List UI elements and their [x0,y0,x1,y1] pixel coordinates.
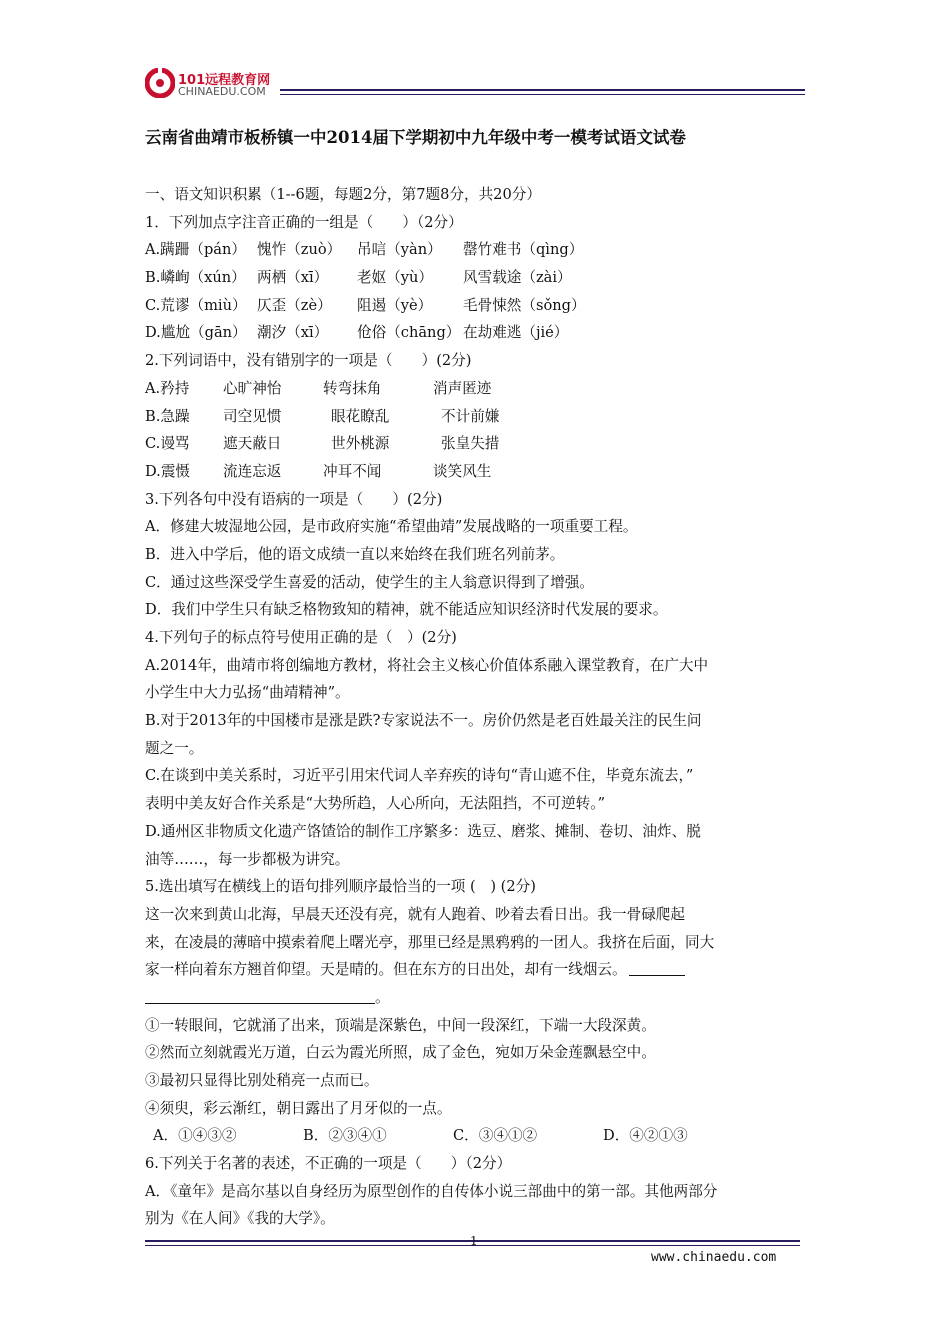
option-item: B．②③④① [303,1127,387,1145]
question-2-stem: 2.下列词语中，没有错别字的一项是（ ）(2分) [145,352,472,370]
exam-title: 云南省曲靖市板桥镇一中2014届下学期初中九年级中考一模考试语文试卷 [145,128,686,147]
answer-blank [145,987,375,1004]
option-item: 愧怍（zuò） [257,241,342,259]
passage-text: 家一样向着东方翘首仰望。天是晴的。但在东方的日出处，却有一线烟云。 [145,961,627,979]
question-2-option-a [145,375,815,403]
section-heading: 一、语文知识积累（1--6题，每题2分，第7题8分，共20分） [145,186,541,203]
option-item: 不计前嫌 [441,407,500,425]
option-item: 谈笑风生 [433,462,492,480]
logo-text-domain: CHINAEDU.COM [178,85,266,98]
question-1-option-a [145,236,815,264]
option-item: 两栖（xī） [257,269,329,287]
option-item: 毛骨悚然（sǒng） [463,296,586,314]
page-header [145,66,805,106]
question-5-passage-line4 [145,984,815,1012]
answer-blank [629,959,685,976]
header-rule-thin [280,94,805,95]
option-item: C.荒谬（miù） [145,296,247,314]
question-5-sentence-1: ①一转眼间，它就涌了出来，顶端是深紫色，中间一段深红，下端一大段深黄。 [145,1016,656,1034]
question-4-option-d-line1: D.通州区非物质文化遗产饹馇饸的制作工序繁多：选豆、磨浆、摊制、卷切、油炸、脱 [145,822,701,840]
question-4-option-c-line1: C.在谈到中美关系时，习近平引用宋代词人辛弃疾的诗句“青山遮不住，毕竟东流去，” [145,767,694,785]
logo-text-chinese: 101远程教育网 [178,73,271,88]
question-3-option-a: A．修建大坡湿地公园，是市政府实施“希望曲靖”发展战略的一项重要工程。 [145,518,638,536]
question-3-stem: 3.下列各句中没有语病的一项是（ ）(2分) [145,490,443,508]
question-4-stem: 4.下列句子的标点符号使用正确的是（ ）(2分) [145,629,457,646]
question-5-stem: 5.选出填写在横线上的语句排列顺序最恰当的一项 ( ) (2分) [145,878,536,896]
option-item: 风雪载途（zài） [463,269,572,287]
question-5-passage-line2: 来，在凌晨的薄暗中摸索着爬上曙光亭，那里已经是黑鸦鸦的一团人。我挤在后面，同大 [145,933,715,951]
option-item: 心旷神怡 [223,379,282,397]
question-5-options [145,1122,815,1150]
question-5-sentence-2: ②然而立刻就霞光万道，白云为霞光所照，成了金色，宛如万朵金莲飘悬空中。 [145,1044,656,1062]
option-item: D.尴尬（gān） [145,324,247,342]
question-2-option-b [145,403,815,431]
option-item: C.谩骂 [145,435,190,453]
question-6-stem: 6.下列关于名著的表述，不正确的一项是（ ）（2分） [145,1155,512,1173]
header-rule-thick [280,89,805,91]
option-item: A.蹒跚（pán） [145,241,246,259]
option-item: 流连忘返 [223,462,282,480]
option-item: 阻遏（yè） [357,296,433,314]
chinaedu-logo-icon [145,68,175,98]
option-item: 世外桃源 [331,435,390,453]
question-5-passage-line3 [145,956,815,984]
question-5-sentence-4: ④须臾，彩云渐红，朝日露出了月牙似的一点。 [145,1099,452,1117]
option-item: 仄歪（zè） [257,296,332,314]
question-3-option-c: C．通过这些深受学生喜爱的活动，使学生的主人翁意识得到了增强。 [145,573,594,591]
option-item: A.矜持 [145,379,190,397]
option-item: 司空见惯 [223,407,282,425]
question-1-stem: 1．下列加点字注音正确的一组是（ ）（2分） [145,213,463,231]
question-4-option-b-line1: B.对于2013年的中国楼市是涨是跌?专家说法不一。房价仍然是老百姓最关注的民生问 [145,712,702,730]
option-item: 在劫难逃（jié） [463,324,569,342]
option-item: 转弯抹角 [323,379,382,397]
option-item: 吊唁（yàn） [357,241,442,259]
option-item: 遮天蔽日 [223,435,282,453]
question-4-option-d-line2: 油等……，每一步都极为讲究。 [145,850,350,868]
page-number: 1 [470,1234,478,1248]
question-5-passage-line1: 这一次来到黄山北海，早晨天还没有亮，就有人跑着、吵着去看日出。我一骨碌爬起 [145,905,685,923]
option-item: 老妪（yù） [357,269,434,287]
question-6-option-a-line2: 别为《在人间》《我的大学》。 [145,1210,335,1228]
question-2-option-c [145,430,815,458]
option-item: B.嶙峋（xún） [145,269,246,287]
question-5-sentence-3: ③最初只显得比别处稍亮一点而已。 [145,1072,379,1089]
question-6-option-a-line1: A．《童年》是高尔基以自身经历为原型创作的自传体小说三部曲中的第一部。其他两部分 [145,1182,718,1200]
option-item: B.急躁 [145,407,190,425]
question-1-option-c [145,292,815,320]
option-item: 消声匿迹 [433,379,492,397]
question-1-option-d [145,319,815,347]
question-4-option-c-line2: 表明中美友好合作关系是“大势所趋，人心所向，无法阻挡，不可逆转。” [145,795,606,813]
passage-end: 。 [375,988,390,1006]
question-3-option-b: B．进入中学后，他的语文成绩一直以来始终在我们班名列前茅。 [145,545,565,563]
option-item: A．①④③② [153,1127,237,1145]
option-item: D.震慑 [145,462,191,480]
question-3-option-d: D．我们中学生只有缺乏格物致知的精神，就不能适应知识经济时代发展的要求。 [145,601,668,619]
footer-url: www.chinaedu.com [651,1250,777,1265]
question-4-option-a-line2: 小学生中大力弘扬“曲靖精神”。 [145,684,350,702]
option-item: 张皇失措 [441,435,500,453]
question-1-option-b [145,264,815,292]
question-2-option-d [145,458,815,486]
option-item: 罄竹难书（qìng） [463,241,584,259]
question-4-option-b-line2: 题之一。 [145,739,204,757]
option-item: 伧俗（chāng） [357,324,461,342]
option-item: 眼花瞭乱 [331,407,390,425]
option-item: D．④②①③ [603,1127,688,1145]
option-item: C．③④①② [453,1127,538,1145]
question-4-option-a-line1: A.2014年，曲靖市将创编地方教材，将社会主义核心价值体系融入课堂教育，在广大中 [145,656,709,674]
option-item: 潮汐（xī） [257,324,329,342]
option-item: 冲耳不闻 [323,462,382,480]
exam-body [145,181,815,1233]
